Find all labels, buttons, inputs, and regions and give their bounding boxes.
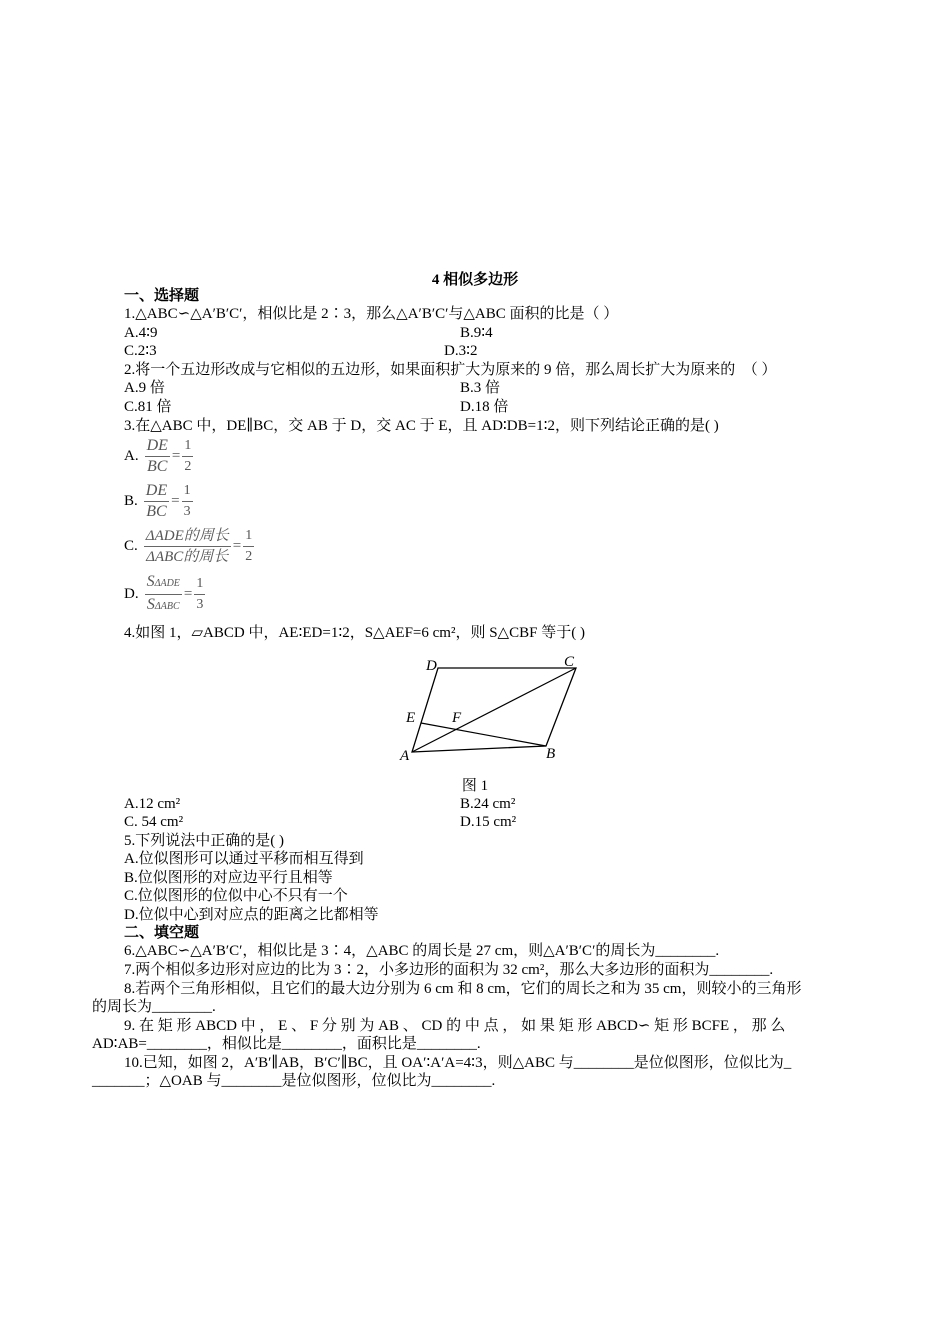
question-9-line-1: 9. 在 矩 形 ABCD 中 ， E 、 F 分 别 为 AB 、 CD 的 中 点 ， 如 果 矩 形 ABCD∽ 矩 形 BCFE ， 那 么	[124, 1018, 786, 1034]
question-5-option-d: D.位似中心到对应点的距离之比都相等	[124, 907, 379, 923]
fraction-denominator	[145, 595, 182, 617]
question-3-option-a	[124, 436, 193, 477]
question-1-stem: 1.△ABC∽△A′B′C′，相似比是 2∶3，那么△A′B′C′与△ABC 面积的比是（ ）	[124, 306, 619, 322]
fraction-numerator: 1	[182, 436, 193, 457]
question-4-stem: 4.如图 1，▱ABCD 中，AE∶ED=1∶2，S△AEF=6 cm²，则 S△CBF 等于( )	[124, 625, 585, 641]
option-d-fraction-right	[194, 574, 205, 615]
section-heading-choice: 一、选择题	[124, 288, 200, 304]
fraction-numerator: ΔADE的周长	[144, 526, 231, 547]
question-4-option-b: B.24 cm²	[460, 796, 516, 812]
page-title: 4 相似多边形	[431, 272, 519, 288]
question-1-option-d: D.3∶2	[444, 343, 478, 359]
question-5-option-b: B.位似图形的对应边平行且相等	[124, 870, 333, 886]
question-2-stem: 2.将一个五边形改成与它相似的五边形，如果面积扩大为原来的 9 倍，那么周长扩大为原来的 （ ）	[124, 362, 777, 378]
equals-sign: =	[171, 493, 180, 509]
fraction-numerator: 1	[243, 526, 254, 547]
label-b: B	[546, 746, 556, 762]
segment-eb	[421, 723, 546, 746]
label-f: F	[452, 710, 462, 726]
question-4-option-d: D.15 cm²	[460, 814, 517, 830]
option-b-fraction-right	[182, 481, 193, 522]
option-c-label: C.	[124, 538, 138, 554]
question-4-option-a: A.12 cm²	[124, 796, 181, 812]
figure-1-parallelogram	[394, 652, 594, 764]
equals-sign: =	[232, 538, 242, 554]
fraction-numerator: DE	[145, 436, 170, 457]
question-2-option-b: B.3 倍	[460, 380, 501, 396]
question-5-stem: 5.下列说法中正确的是( )	[124, 833, 284, 849]
question-10-line-2: _______；△OAB 与________是位似图形，位似比为________.	[92, 1073, 496, 1089]
question-3-stem: 3.在△ABC 中，DE∥BC，交 AB 于 D，交 AC 于 E，且 AD∶DB=1∶2，则下列结论正确的是( )	[124, 418, 719, 434]
fraction-denominator: BC	[146, 503, 167, 520]
fraction-numerator	[145, 572, 182, 595]
diagonal-ac	[412, 668, 576, 752]
fraction-numerator: 1	[182, 481, 193, 502]
label-d: D	[426, 658, 437, 674]
fraction-denominator: 3	[196, 597, 204, 612]
label-c: C	[564, 654, 575, 670]
question-6: 6.△ABC∽△A′B′C′，相似比是 3∶4，△ABC 的周长是 27 cm，则△A′B′C′的周长为________.	[124, 943, 720, 959]
question-10-line-1: 10.已知，如图 2，A′B′∥AB，B′C′∥BC，且 OA′∶A′A=4∶3，则△ABC 与________是位似图形，位似比为_	[124, 1055, 792, 1071]
fraction-denominator: 3	[183, 504, 191, 519]
option-c-fraction-right	[243, 526, 254, 567]
option-b-label: B.	[124, 493, 138, 509]
question-8-line-2: 的周长为________.	[92, 999, 216, 1015]
question-1-option-a: A.4∶9	[124, 325, 158, 341]
fraction-denominator: 2	[245, 549, 253, 564]
option-d-fraction-left	[145, 572, 182, 617]
question-1-option-b: B.9∶4	[460, 325, 493, 341]
question-5-option-a: A.位似图形可以通过平移而相互得到	[124, 851, 364, 867]
option-a-fraction-left	[145, 436, 170, 477]
option-d-label: D.	[124, 586, 139, 602]
question-1-option-c: C.2∶3	[124, 343, 157, 359]
question-4-option-c: C. 54 cm²	[124, 814, 184, 830]
option-a-fraction-right	[182, 436, 193, 477]
fraction-denominator: 2	[184, 459, 192, 474]
figure-1-caption: 图 1	[461, 778, 489, 794]
question-2-option-a: A.9 倍	[124, 380, 165, 396]
subscript: ΔABC	[154, 601, 180, 612]
question-3-option-c	[124, 526, 254, 567]
question-8-line-1: 8.若两个三角形相似，且它们的最大边分别为 6 cm 和 8 cm，它们的周长之和为 35 cm，则较小的三角形	[124, 981, 802, 997]
question-7: 7.两个相似多边形对应边的比为 3∶2，小多边形的面积为 32 cm²，那么大多边形的面积为________.	[124, 962, 774, 978]
fraction-numerator: DE	[144, 481, 169, 502]
fraction-denominator: BC	[147, 458, 168, 475]
subscript: ΔADE	[154, 578, 180, 589]
question-9-line-2: AD∶AB=________，相似比是________，面积比是________.	[92, 1036, 481, 1052]
option-a-label: A.	[124, 448, 139, 464]
question-2-option-d: D.18 倍	[460, 399, 509, 415]
area-symbol: S	[146, 573, 155, 590]
question-2-option-c: C.81 倍	[124, 399, 172, 415]
question-3-option-b	[124, 481, 193, 522]
question-5-option-c: C.位似图形的位似中心不只有一个	[124, 888, 348, 904]
section-heading-fill: 二、填空题	[124, 925, 200, 941]
label-e: E	[406, 710, 416, 726]
area-symbol: S	[146, 596, 155, 613]
equals-sign: =	[183, 586, 193, 602]
equals-sign: =	[171, 448, 181, 464]
question-3-option-d	[124, 572, 205, 617]
label-a: A	[400, 748, 410, 764]
fraction-numerator: 1	[194, 574, 205, 595]
fraction-denominator: ΔABC的周长	[146, 549, 229, 565]
option-b-fraction-left	[144, 481, 169, 522]
option-c-fraction-left	[144, 526, 231, 567]
